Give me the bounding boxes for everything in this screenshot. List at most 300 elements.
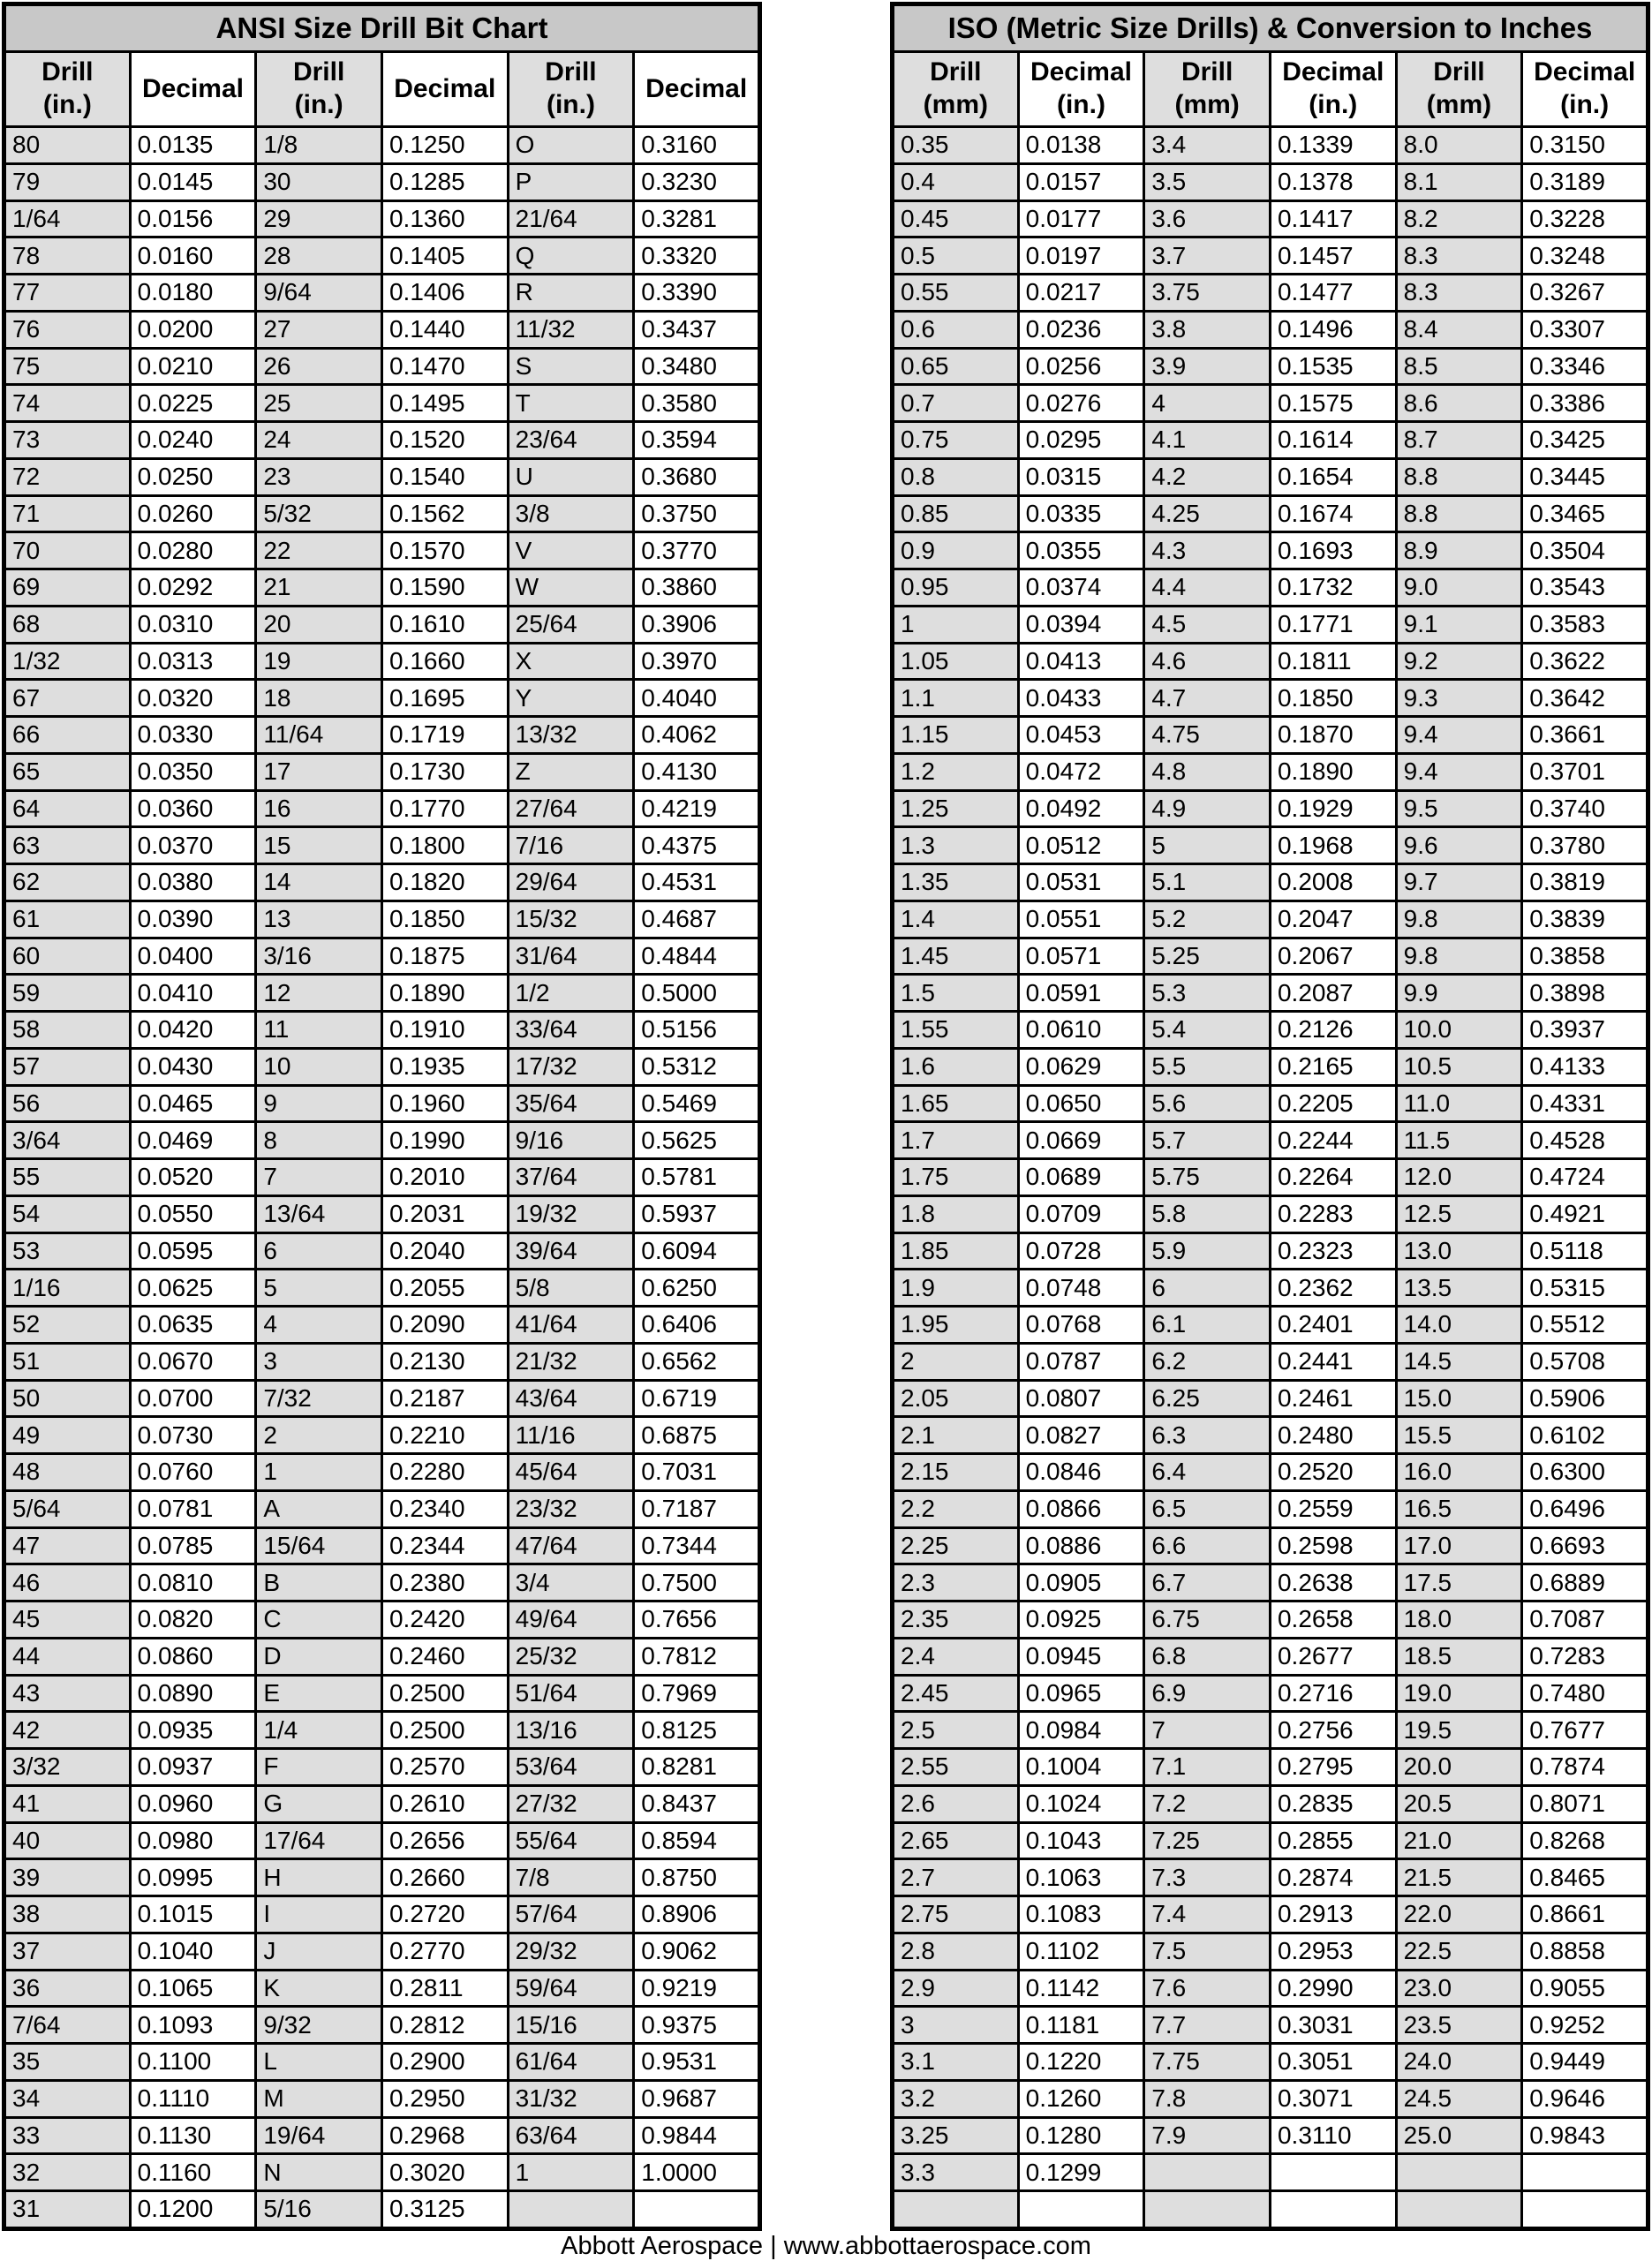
column-header: Drill (mm) <box>1144 52 1271 127</box>
table-cell: X <box>508 643 634 680</box>
table-cell: 7.3 <box>1144 1859 1271 1896</box>
table-cell: 0.0433 <box>1018 680 1144 717</box>
table-cell: 21.0 <box>1396 1822 1522 1859</box>
table-cell: 58 <box>4 1012 131 1049</box>
table-cell: 0.0160 <box>130 237 256 275</box>
table-cell: 6.7 <box>1144 1564 1271 1602</box>
table-cell: 0.3020 <box>381 2154 508 2191</box>
table-cell: 9.7 <box>1396 864 1522 901</box>
table-row <box>893 1232 1648 1270</box>
table-row <box>893 938 1648 975</box>
table-cell: 0.0374 <box>1018 569 1144 607</box>
table-row <box>893 1638 1648 1675</box>
table-cell: 0.7656 <box>634 1602 760 1639</box>
table-cell: 0.2638 <box>1270 1564 1396 1602</box>
table-cell: 60 <box>4 938 131 975</box>
table-cell: 1.5 <box>893 975 1019 1012</box>
table-cell <box>634 2191 760 2229</box>
table-cell: 0.0355 <box>1018 532 1144 569</box>
table-cell: 25/64 <box>508 606 634 643</box>
table-cell: 55/64 <box>508 1822 634 1859</box>
table-cell: 0.0937 <box>130 1749 256 1786</box>
table-cell: 33 <box>4 2117 131 2154</box>
table-cell: 0.1875 <box>381 938 508 975</box>
table-cell: 5.9 <box>1144 1232 1271 1270</box>
table-cell: 76 <box>4 311 131 348</box>
table-cell: 9.9 <box>1396 975 1522 1012</box>
table-row <box>893 827 1648 864</box>
table-cell: 64 <box>4 790 131 827</box>
table-cell: 13 <box>256 901 382 938</box>
table-cell: 23 <box>256 458 382 495</box>
table-cell: 24 <box>256 422 382 459</box>
table-cell: 0.0960 <box>130 1785 256 1822</box>
table-cell: 0.0320 <box>130 680 256 717</box>
table-cell: 6 <box>256 1232 382 1270</box>
table-row <box>4 163 760 200</box>
table-row <box>893 1675 1648 1712</box>
table-cell: 17/32 <box>508 1048 634 1085</box>
table-cell: 0.3445 <box>1522 458 1648 495</box>
table-cell: 0.3750 <box>634 495 760 532</box>
table-cell: 3/16 <box>256 938 382 975</box>
table-cell: 0.3150 <box>1522 127 1648 164</box>
table-row <box>4 1749 760 1786</box>
table-cell: 0.0591 <box>1018 975 1144 1012</box>
table-cell: 1/8 <box>256 127 382 164</box>
table-cell: 38 <box>4 1896 131 1933</box>
table-cell: 16 <box>256 790 382 827</box>
table-cell: 0.5156 <box>634 1012 760 1049</box>
table-cell: 0.5 <box>893 237 1019 275</box>
table-cell: 5.2 <box>1144 901 1271 938</box>
table-cell: 0.1285 <box>381 163 508 200</box>
table-cell: 17 <box>256 753 382 790</box>
table-row <box>4 1564 760 1602</box>
table-cell: 0.3970 <box>634 643 760 680</box>
table-cell: 0.2677 <box>1270 1638 1396 1675</box>
table-row <box>893 127 1648 164</box>
table-cell: 29/64 <box>508 864 634 901</box>
table-row <box>893 458 1648 495</box>
table-cell: 12.0 <box>1396 1159 1522 1196</box>
table-cell: 0.8071 <box>1522 1785 1648 1822</box>
table-cell: 59 <box>4 975 131 1012</box>
table-cell: 1/16 <box>4 1270 131 1307</box>
table-cell: 0.2610 <box>381 1785 508 1822</box>
table-cell: 14.5 <box>1396 1343 1522 1380</box>
table-cell: 0.0984 <box>1018 1712 1144 1749</box>
table-cell: 62 <box>4 864 131 901</box>
table-row <box>4 1159 760 1196</box>
table-cell: 5/16 <box>256 2191 382 2229</box>
table-cell: 4.6 <box>1144 643 1271 680</box>
table-row <box>893 348 1648 385</box>
table-cell: 1.1 <box>893 680 1019 717</box>
table-cell: 22 <box>256 532 382 569</box>
table-cell: 0.8437 <box>634 1785 760 1822</box>
table-cell: 27/32 <box>508 1785 634 1822</box>
table-cell: 0.0430 <box>130 1048 256 1085</box>
table-cell: 0.0531 <box>1018 864 1144 901</box>
table-cell: 37 <box>4 1933 131 1970</box>
table-cell: 12 <box>256 975 382 1012</box>
table-row <box>893 1270 1648 1307</box>
table-row <box>4 569 760 607</box>
table-cell <box>1144 2154 1271 2191</box>
table-cell: 1.75 <box>893 1159 1019 1196</box>
table-cell: 0.0400 <box>130 938 256 975</box>
table-row <box>893 495 1648 532</box>
table-cell <box>508 2191 634 2229</box>
table-cell: 7 <box>256 1159 382 1196</box>
table-cell: 0.9687 <box>634 2080 760 2117</box>
table-cell: H <box>256 1859 382 1896</box>
table-cell: 5.4 <box>1144 1012 1271 1049</box>
table-cell: 0.0905 <box>1018 1564 1144 1602</box>
column-header: Decimal (in.) <box>1522 52 1648 127</box>
table-cell: 0.2812 <box>381 2007 508 2044</box>
table-row <box>893 1785 1648 1822</box>
table-cell: 1.95 <box>893 1307 1019 1344</box>
table-cell <box>1396 2191 1522 2229</box>
table-cell: 0.0335 <box>1018 495 1144 532</box>
table-cell: 8.7 <box>1396 422 1522 459</box>
table-cell: 0.0225 <box>130 385 256 422</box>
table-cell: 0.8858 <box>1522 1933 1648 1970</box>
table-cell: 0.0135 <box>130 127 256 164</box>
table-cell: 0.6102 <box>1522 1417 1648 1454</box>
table-cell: 0.0860 <box>130 1638 256 1675</box>
table-row <box>4 1675 760 1712</box>
table-cell: 0.2900 <box>381 2044 508 2081</box>
table-cell: 4.1 <box>1144 422 1271 459</box>
table-cell: 2 <box>256 1417 382 1454</box>
table-cell: 0.3320 <box>634 237 760 275</box>
table-cell: 0.0512 <box>1018 827 1144 864</box>
table-cell: 1.55 <box>893 1012 1019 1049</box>
table-cell: 0.0380 <box>130 864 256 901</box>
table-cell: Z <box>508 753 634 790</box>
table-cell: 0.1299 <box>1018 2154 1144 2191</box>
table-cell: 0.0492 <box>1018 790 1144 827</box>
table-cell: 25 <box>256 385 382 422</box>
table-cell: 0.5000 <box>634 975 760 1012</box>
table-cell: 0.1100 <box>130 2044 256 2081</box>
table-cell: 0.1065 <box>130 1970 256 2007</box>
table-cell: 0.4687 <box>634 901 760 938</box>
table-row <box>4 237 760 275</box>
table-row <box>4 1490 760 1527</box>
table-cell: 1/32 <box>4 643 131 680</box>
table-cell: 5.5 <box>1144 1048 1271 1085</box>
table-cell: V <box>508 532 634 569</box>
table-cell: 51/64 <box>508 1675 634 1712</box>
table-cell: 0.4130 <box>634 753 760 790</box>
table-cell: 0.2795 <box>1270 1749 1396 1786</box>
table-cell: 10.0 <box>1396 1012 1522 1049</box>
table-cell: 4.8 <box>1144 753 1271 790</box>
table-cell: 0.3860 <box>634 569 760 607</box>
table-cell: 0.5708 <box>1522 1343 1648 1380</box>
column-header: Drill (in.) <box>508 52 634 127</box>
table-cell: 0.1496 <box>1270 311 1396 348</box>
table-cell: 79 <box>4 163 131 200</box>
table-row <box>893 1307 1648 1344</box>
table-cell: 0.1063 <box>1018 1859 1144 1896</box>
table-cell: 0.0138 <box>1018 127 1144 164</box>
table-cell: 9 <box>256 1085 382 1122</box>
table-cell: 19 <box>256 643 382 680</box>
table-cell: 2.6 <box>893 1785 1019 1822</box>
table-cell: 0.3770 <box>634 532 760 569</box>
table-cell: 0.6693 <box>1522 1527 1648 1564</box>
table-cell: 8.5 <box>1396 348 1522 385</box>
table-cell: 0.0240 <box>130 422 256 459</box>
table-row <box>4 422 760 459</box>
table-cell: 25/32 <box>508 1638 634 1675</box>
table-cell: 1/64 <box>4 200 131 237</box>
table-cell: 0.3480 <box>634 348 760 385</box>
table-row <box>893 864 1648 901</box>
table-cell: 0.0276 <box>1018 385 1144 422</box>
table-cell: D <box>256 1638 382 1675</box>
table-row <box>893 1896 1648 1933</box>
table-cell: 0.2205 <box>1270 1085 1396 1122</box>
table-cell: 0.0295 <box>1018 422 1144 459</box>
table-cell: 0.2264 <box>1270 1159 1396 1196</box>
table-cell: 53/64 <box>508 1749 634 1786</box>
table-cell: 0.5937 <box>634 1195 760 1232</box>
table-cell: 0.6 <box>893 311 1019 348</box>
table-cell: 67 <box>4 680 131 717</box>
table-cell: 0.3051 <box>1270 2044 1396 2081</box>
table-cell: 0.1220 <box>1018 2044 1144 2081</box>
table-row <box>4 1232 760 1270</box>
table-cell: 0.0472 <box>1018 753 1144 790</box>
table-cell: 9.6 <box>1396 827 1522 864</box>
table-cell: 0.6562 <box>634 1343 760 1380</box>
table-cell: 0.0571 <box>1018 938 1144 975</box>
table-cell: 0.1110 <box>130 2080 256 2117</box>
column-header: Decimal <box>130 52 256 127</box>
table-cell: 66 <box>4 717 131 754</box>
table-cell: 0.2874 <box>1270 1859 1396 1896</box>
table-row <box>4 495 760 532</box>
table-cell: 37/64 <box>508 1159 634 1196</box>
table-cell: 0.2716 <box>1270 1675 1396 1712</box>
table-cell: 19.5 <box>1396 1712 1522 1749</box>
table-cell: 1.25 <box>893 790 1019 827</box>
table-cell: 0.2090 <box>381 1307 508 1344</box>
table-cell: 4.3 <box>1144 532 1271 569</box>
table-cell: 2.45 <box>893 1675 1019 1712</box>
table-cell: L <box>256 2044 382 2081</box>
table-cell: 1 <box>893 606 1019 643</box>
table-row <box>893 1454 1648 1491</box>
table-cell: 0.1850 <box>381 901 508 938</box>
table-cell: 0.0217 <box>1018 275 1144 312</box>
table-cell: 34 <box>4 2080 131 2117</box>
table-cell: 0.0807 <box>1018 1380 1144 1417</box>
ansi-title-row <box>4 4 760 52</box>
table-cell: 1/4 <box>256 1712 382 1749</box>
table-cell: 41/64 <box>508 1307 634 1344</box>
table-row <box>893 2191 1648 2229</box>
table-cell: 8.8 <box>1396 458 1522 495</box>
table-cell: 0.3661 <box>1522 717 1648 754</box>
table-cell: 4.75 <box>1144 717 1271 754</box>
table-cell: 0.1540 <box>381 458 508 495</box>
table-cell: 0.5312 <box>634 1048 760 1085</box>
ansi-header-row <box>4 52 760 127</box>
table-cell: 0.2210 <box>381 1417 508 1454</box>
table-cell: 3.4 <box>1144 127 1271 164</box>
table-cell: 0.0730 <box>130 1417 256 1454</box>
table-cell: 0.1562 <box>381 495 508 532</box>
table-cell: 0.0925 <box>1018 1602 1144 1639</box>
table-cell: 1 <box>508 2154 634 2191</box>
table-cell: 0.4531 <box>634 864 760 901</box>
table-cell: 0.3386 <box>1522 385 1648 422</box>
table-cell: 0.2047 <box>1270 901 1396 938</box>
table-cell: 0.2500 <box>381 1712 508 1749</box>
table-cell: 40 <box>4 1822 131 1859</box>
table-cell: 0.4528 <box>1522 1122 1648 1159</box>
table-cell: 43 <box>4 1675 131 1712</box>
table-cell: T <box>508 385 634 422</box>
table-cell: 46 <box>4 1564 131 1602</box>
table-cell: 0.3125 <box>381 2191 508 2229</box>
table-cell: 9/16 <box>508 1122 634 1159</box>
table-cell: 0.1890 <box>381 975 508 1012</box>
table-cell: 6.6 <box>1144 1527 1271 1564</box>
table-cell: 0.0145 <box>130 163 256 200</box>
table-cell: 0.0728 <box>1018 1232 1144 1270</box>
table-row <box>4 1454 760 1491</box>
ansi-table-body <box>4 127 760 2229</box>
table-cell: 6.9 <box>1144 1675 1271 1712</box>
table-row <box>4 1307 760 1344</box>
table-cell: 0.2130 <box>381 1343 508 1380</box>
table-cell: 11.0 <box>1396 1085 1522 1122</box>
table-cell: S <box>508 348 634 385</box>
table-cell: 10 <box>256 1048 382 1085</box>
table-cell: 0.7677 <box>1522 1712 1648 1749</box>
table-cell: 0.2770 <box>381 1933 508 1970</box>
table-cell: 20 <box>256 606 382 643</box>
table-cell: 61/64 <box>508 2044 634 2081</box>
table-cell: 0.7031 <box>634 1454 760 1491</box>
table-cell: 0.0827 <box>1018 1417 1144 1454</box>
table-cell: 0.7874 <box>1522 1749 1648 1786</box>
table-cell: 0.0157 <box>1018 163 1144 200</box>
table-cell: 0.3543 <box>1522 569 1648 607</box>
table-cell: 0.4921 <box>1522 1195 1648 1232</box>
table-cell: 28 <box>256 237 382 275</box>
table-cell: 2.25 <box>893 1527 1019 1564</box>
table-cell: 75 <box>4 348 131 385</box>
table-cell: 0.0280 <box>130 532 256 569</box>
table-row <box>893 1602 1648 1639</box>
table-cell: 14.0 <box>1396 1307 1522 1344</box>
table-cell: 0.3189 <box>1522 163 1648 200</box>
table-cell: 0.7969 <box>634 1675 760 1712</box>
table-cell: 13/16 <box>508 1712 634 1749</box>
table-cell: 0.3680 <box>634 458 760 495</box>
table-cell: 0.3858 <box>1522 938 1648 975</box>
table-cell: 0.3701 <box>1522 753 1648 790</box>
table-cell: 21/32 <box>508 1343 634 1380</box>
table-cell: 0.35 <box>893 127 1019 164</box>
table-cell: 50 <box>4 1380 131 1417</box>
table-cell: 0.9843 <box>1522 2117 1648 2154</box>
table-cell: 69 <box>4 569 131 607</box>
table-row <box>4 827 760 864</box>
table-cell: 0.1024 <box>1018 1785 1144 1822</box>
table-cell: 7.75 <box>1144 2044 1271 2081</box>
table-cell: 3.8 <box>1144 311 1271 348</box>
table-cell: 9.8 <box>1396 901 1522 938</box>
table-cell: 35/64 <box>508 1085 634 1122</box>
table-cell: 7.9 <box>1144 2117 1271 2154</box>
table-cell: 0.1820 <box>381 864 508 901</box>
table-cell: 8.8 <box>1396 495 1522 532</box>
table-cell: 70 <box>4 532 131 569</box>
table-cell: 0.3267 <box>1522 275 1648 312</box>
table-cell: 11.5 <box>1396 1122 1522 1159</box>
table-cell: 0.7812 <box>634 1638 760 1675</box>
table-cell: 27/64 <box>508 790 634 827</box>
table-cell: 20.5 <box>1396 1785 1522 1822</box>
table-cell: 0.0292 <box>130 569 256 607</box>
table-row <box>4 1970 760 2007</box>
table-cell: 51 <box>4 1343 131 1380</box>
table-cell: 0.0260 <box>130 495 256 532</box>
table-cell: 53 <box>4 1232 131 1270</box>
table-row <box>893 1970 1648 2007</box>
table-cell: 0.1935 <box>381 1048 508 1085</box>
table-row <box>4 717 760 754</box>
table-cell: 0.1929 <box>1270 790 1396 827</box>
table-cell: 0.0250 <box>130 458 256 495</box>
table-cell: E <box>256 1675 382 1712</box>
table-cell: 9/64 <box>256 275 382 312</box>
table-cell: P <box>508 163 634 200</box>
table-row <box>893 975 1648 1012</box>
table-row <box>893 2080 1648 2117</box>
table-cell: 0.2244 <box>1270 1122 1396 1159</box>
table-cell: 0.1660 <box>381 643 508 680</box>
table-cell: 0.1083 <box>1018 1896 1144 1933</box>
table-cell: 0.2165 <box>1270 1048 1396 1085</box>
table-cell: 0.1811 <box>1270 643 1396 680</box>
table-cell: 15/32 <box>508 901 634 938</box>
table-cell: 0.5315 <box>1522 1270 1648 1307</box>
table-row <box>4 1343 760 1380</box>
table-row <box>893 1822 1648 1859</box>
table-cell: 49 <box>4 1417 131 1454</box>
table-cell: 0.1771 <box>1270 606 1396 643</box>
table-cell: 0.3110 <box>1270 2117 1396 2154</box>
table-cell: 9.3 <box>1396 680 1522 717</box>
table-cell: 0.5781 <box>634 1159 760 1196</box>
table-cell: 0.8 <box>893 458 1019 495</box>
table-cell: 0.1719 <box>381 717 508 754</box>
table-cell: 19/32 <box>508 1195 634 1232</box>
table-cell: 0.0669 <box>1018 1122 1144 1159</box>
table-cell: 0.2855 <box>1270 1822 1396 1859</box>
